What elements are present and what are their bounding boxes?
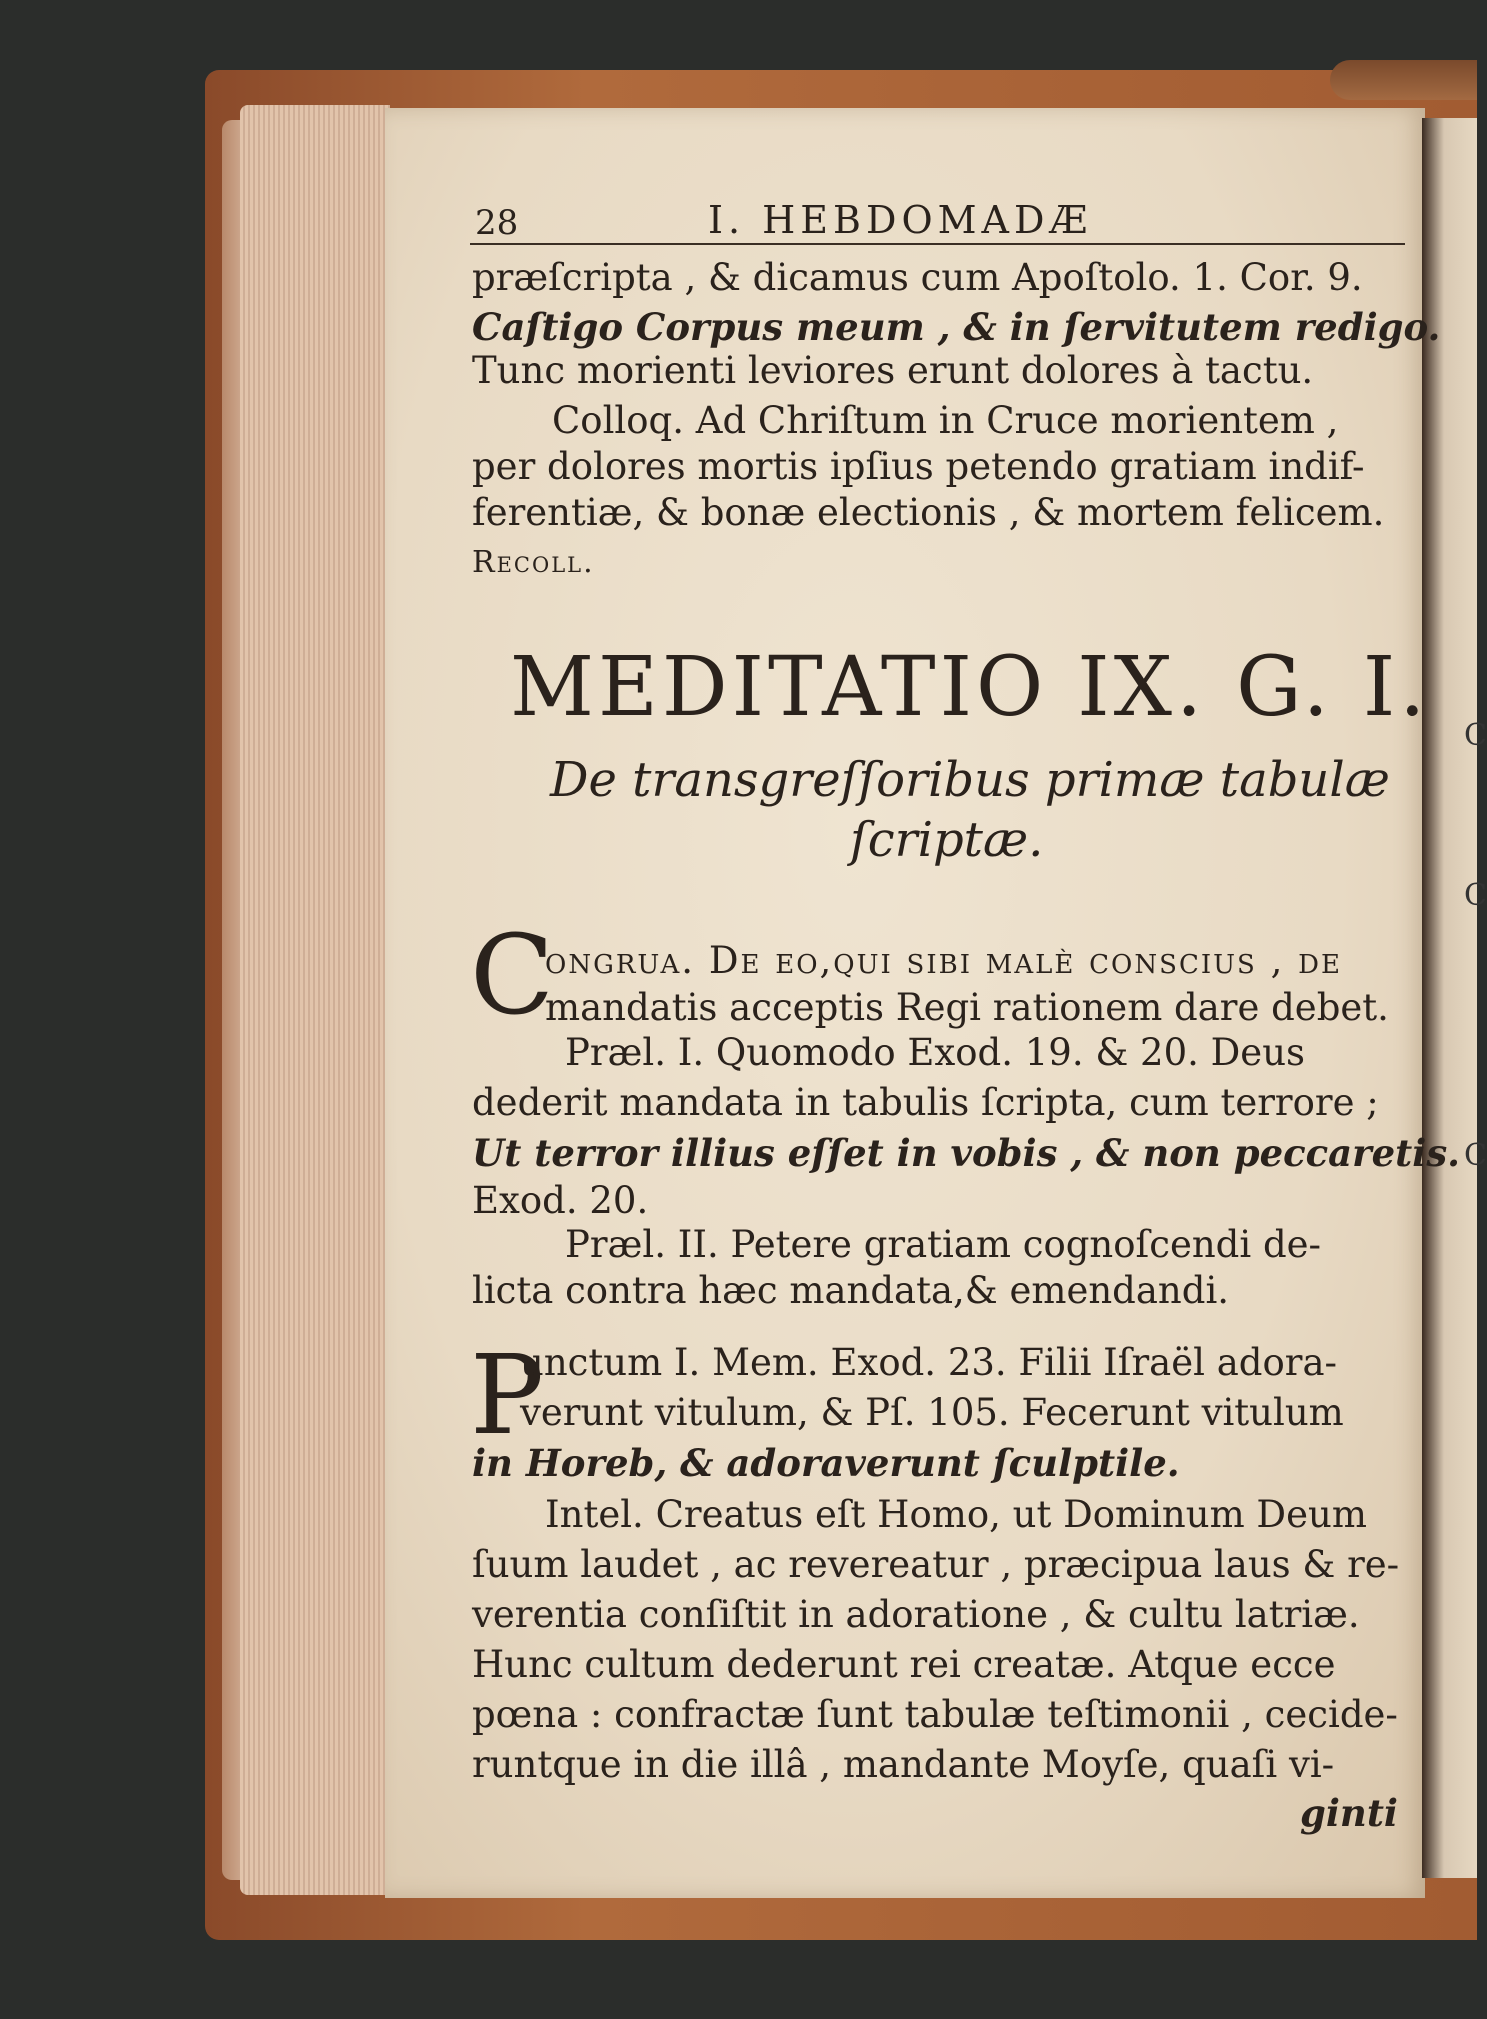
- text-line: pœna : confractæ ſunt tabulæ teſtimonii , cecide-: [472, 1693, 1398, 1736]
- facing-page-edge: [1422, 118, 1487, 1878]
- text-line: Exod. 20.: [472, 1179, 649, 1222]
- facing-page-fragment: C: [1464, 878, 1487, 913]
- book-clasp: [1330, 60, 1477, 100]
- text-line: licta contra hæc mandata,& emendandi.: [472, 1269, 1230, 1312]
- header-rule: [470, 243, 1405, 245]
- page-number: 28: [475, 203, 519, 243]
- facing-page-fragment: C: [1464, 1138, 1487, 1173]
- text-line: per dolores mortis ipſius petendo gratiam indif-: [472, 445, 1365, 488]
- text-line: Caſtigo Corpus meum , & in ſervitutem redigo.: [472, 305, 1441, 349]
- running-title: I. HEBDOMADÆ: [708, 198, 1093, 242]
- text-line: mandatis acceptis Regi rationem dare debet.: [545, 986, 1389, 1029]
- text-line: unctum I. Mem. Exod. 23. Filii Iſraël adora-: [520, 1341, 1337, 1384]
- text-line: Intel. Creatus eſt Homo, ut Dominum Deum: [545, 1493, 1367, 1536]
- text-line: ferentiæ, & bonæ electionis , & mortem felicem.: [472, 491, 1385, 534]
- catchword: ginti: [1300, 1791, 1398, 1835]
- meditation-title: MEDITATIO IX. G. I.: [510, 640, 1430, 735]
- text-line: verunt vitulum, & Pſ. 105. Fecerunt vitulum: [520, 1391, 1344, 1434]
- drop-cap: C: [470, 911, 555, 1039]
- text-line: ongrua. De eo,qui ſibi malè conſcius , de: [545, 939, 1342, 982]
- meditation-subtitle: ſcriptæ.: [850, 812, 1044, 868]
- page-edges: [240, 105, 390, 1895]
- drop-cap: P: [470, 1331, 545, 1459]
- text-line: Præl. II. Petere gratiam cognoſcendi de-: [565, 1223, 1322, 1266]
- text-line: ſuum laudet , ac revereatur , præcipua laus & re-: [472, 1543, 1400, 1586]
- text-line: Recoll.: [472, 545, 595, 580]
- text-line: Ut terror illius eſſet in vobis , & non peccaretis.: [472, 1131, 1461, 1175]
- text-line: dederit mandata in tabulis ſcripta, cum terrore ;: [472, 1081, 1379, 1124]
- text-line: Hunc cultum dederunt rei creatæ. Atque ecce: [472, 1643, 1336, 1686]
- facing-page-fragment: C: [1464, 718, 1487, 753]
- text-line: in Horeb, & adoraverunt ſculptile.: [472, 1441, 1180, 1485]
- text-line: Præl. I. Quomodo Exod. 19. & 20. Deus: [565, 1031, 1306, 1074]
- text-line: præſcripta , & dicamus cum Apoſtolo. 1. Cor. 9.: [472, 256, 1363, 299]
- text-line: Colloq. Ad Chriſtum in Cruce morientem ,: [552, 399, 1339, 442]
- meditation-subtitle: De transgreſſoribus primæ tabulæ: [550, 752, 1390, 808]
- text-line: runtque in die illâ , mandante Moyſe, quaſi vi-: [472, 1743, 1335, 1786]
- text-line: verentia conſiſtit in adoratione , & cultu latriæ.: [472, 1593, 1360, 1636]
- text-line: Tunc morienti leviores erunt dolores à tactu.: [472, 349, 1314, 392]
